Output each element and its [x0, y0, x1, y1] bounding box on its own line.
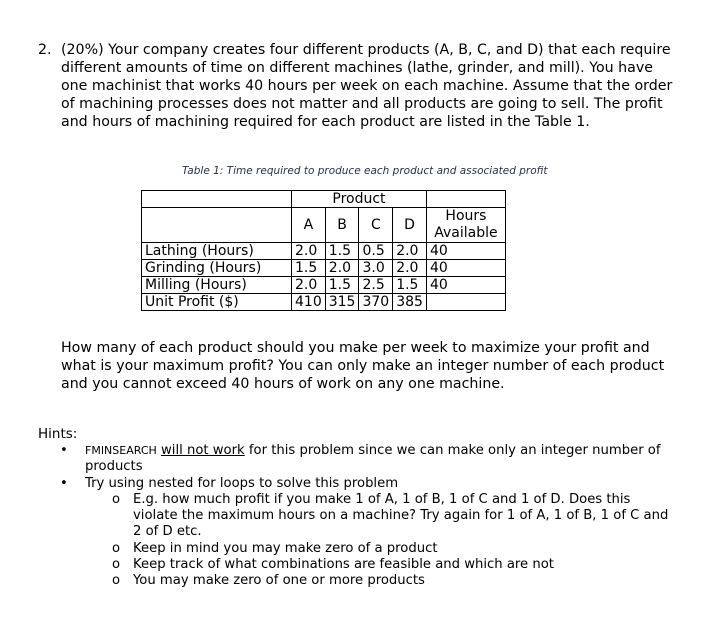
sub-hint-item	[60, 541, 670, 557]
problem-text: (20%) Your company creates four different products (A, B, C, and D) that each require different amounts of time on different machines (lathe, grinder, and mill). You have one machinist that works 40 hours per week on each machine. Assume that the order of machining processes does not matter and all products are going to sell. The profit and hours of machining required for each product are listed in the Table 1.	[61, 42, 673, 130]
cell: 2.0	[292, 243, 326, 260]
table-caption: Table 1: Time required to produce each product and associated profit	[182, 165, 548, 177]
cell: 2.0	[325, 260, 359, 277]
row-label: Lathing (Hours)	[142, 243, 292, 260]
hint-rest: for this problem since we can make only an integer number of products	[85, 443, 661, 475]
col-header-d: D	[393, 208, 427, 243]
problem-statement	[38, 41, 678, 131]
hint-item	[60, 476, 670, 492]
col-header-b: B	[325, 208, 359, 243]
col-header-a: A	[292, 208, 326, 243]
cell: 410	[292, 294, 326, 311]
cell: 2.0	[393, 260, 427, 277]
cell: 2.5	[359, 277, 393, 294]
table-header-row	[142, 191, 506, 208]
cell: 1.5	[292, 260, 326, 277]
hours-cell: 40	[426, 260, 505, 277]
circle-bullet-icon: o	[112, 491, 121, 507]
sub-hint-text: E.g. how much profit if you make 1 of A, 1 of B, 1 of C and 1 of D. Does this violate the maximum hours on a machine? Try again for 1 of A, 1 of B, 1 of C and 2 of D etc.	[133, 491, 669, 540]
sub-hint-item	[60, 557, 670, 573]
problem-number: 2.	[38, 42, 52, 58]
row-label: Grinding (Hours)	[142, 260, 292, 277]
hint-underlined: will not work	[161, 443, 245, 458]
product-group-header: Product	[292, 191, 427, 208]
sub-hint-text: Keep in mind you may make zero of a product	[133, 540, 438, 556]
hint-text: Try using nested for loops to solve this problem	[85, 475, 399, 491]
cell: 1.5	[325, 277, 359, 294]
cell: 1.5	[393, 277, 427, 294]
hint-list	[60, 443, 670, 590]
hours-cell: 40	[426, 277, 505, 294]
table-corner	[142, 191, 292, 208]
table-row	[142, 243, 506, 260]
cell: 2.0	[292, 277, 326, 294]
circle-bullet-icon: o	[112, 540, 121, 556]
circle-bullet-icon: o	[112, 573, 121, 589]
product-table	[141, 190, 506, 311]
bullet-icon: •	[60, 475, 68, 491]
row-label: Milling (Hours)	[142, 277, 292, 294]
circle-bullet-icon: o	[112, 557, 121, 573]
cell: 315	[325, 294, 359, 311]
sub-hint-text: Keep track of what combinations are feasible and which are not	[133, 557, 554, 573]
hours-cell: 40	[426, 243, 505, 260]
cell: 0.5	[359, 243, 393, 260]
cell: 385	[393, 294, 427, 311]
sub-hint-item	[60, 492, 670, 541]
question-text: How many of each product should you make per week to maximize your profit and what is your maximum profit? You can only make an integer number of each product and you cannot exceed 40 hours of work on any one machine.	[61, 340, 665, 392]
hours-available-header: Hours Available	[426, 208, 505, 243]
hours-cell	[426, 294, 505, 311]
cell: 370	[359, 294, 393, 311]
row-label: Unit Profit ($)	[142, 294, 292, 311]
col-header-c: C	[359, 208, 393, 243]
cell: 3.0	[359, 260, 393, 277]
sub-hint-item	[60, 573, 670, 589]
cell: 1.5	[325, 243, 359, 260]
table-row	[142, 277, 506, 294]
table-row	[142, 260, 506, 277]
table-corner-2	[142, 208, 292, 243]
hint-item	[60, 443, 670, 476]
hint-fminsearch: FMINSEARCH	[85, 444, 157, 457]
bullet-icon: •	[60, 443, 68, 458]
table-subheader-row	[142, 208, 506, 243]
cell: 2.0	[393, 243, 427, 260]
table-row	[142, 294, 506, 311]
hints-title: Hints:	[38, 426, 78, 442]
table-header-blank	[426, 191, 505, 208]
sub-hint-text: You may make zero of one or more products	[133, 573, 425, 589]
